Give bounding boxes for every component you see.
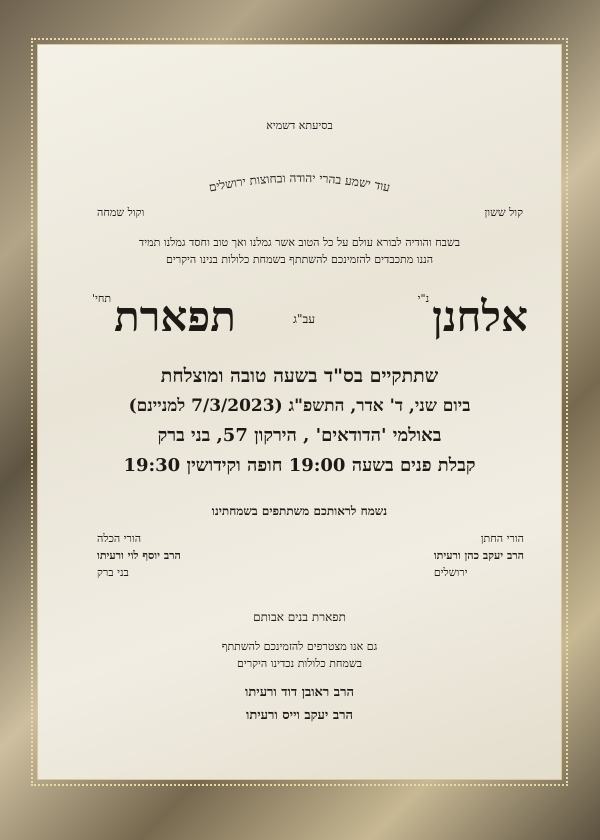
event-line-4: קבלת פנים בשעה 19:00 חופה וקידושין 19:30 xyxy=(123,455,476,476)
groom-parents-city: ירושלים xyxy=(433,566,468,579)
bride-suffix: תחי' xyxy=(92,292,112,305)
groom-parents xyxy=(434,530,524,581)
join-line-1: גם אנו מצטרפים להזמינכם להשתתף xyxy=(221,640,378,653)
groom-name xyxy=(418,292,528,342)
event-line-1: שתתקיים בס"ד בשעה טובה ומוצלחת xyxy=(160,365,439,387)
ampersand-label: עב"ג xyxy=(293,312,316,326)
happy-to-see-you: נשמח לראותכם משתתפים בשמחתינו xyxy=(211,504,388,518)
groom-parents-title: הורי החתן xyxy=(480,532,524,545)
bride-parents-city: בני ברק xyxy=(97,566,129,579)
invitation-card xyxy=(37,44,562,780)
tiferet-banim: תפארת בנים אבותם xyxy=(253,610,346,624)
od-yishama-text: עוד ישמע בהרי יהודה ובחוצות ירושלים xyxy=(207,170,392,195)
bride-first-name: תפארת xyxy=(114,292,236,341)
grandparents-1: הרב ראובן דוד ורעיתו xyxy=(245,685,354,700)
shevach-line-1: בשבח והודיה לבורא עולם על כל הטוב אשר גמלנו ואך טוב וחסד גמלנו תמיד xyxy=(138,236,461,249)
shevach-line-2: הננו מתכבדים להזמינכם להשתתף בשמחת כלולות בנינו היקרים xyxy=(165,253,434,266)
event-line-2: ביום שני, ד' אדר, התשפ"ג (7/3/2023 למניינם) xyxy=(128,396,471,416)
kol-sason: קול ששון xyxy=(484,206,523,219)
groom-parents-names: הרב יעקב כהן ורעיתו xyxy=(433,549,524,562)
svg-text:עוד ישמע בהרי יהודה ובחוצות יר xyxy=(208,171,392,195)
bride-parents-title: הורי הכלה xyxy=(97,532,142,545)
besiyata-dishmaya: בסיעתא דשמיא xyxy=(266,119,333,132)
bride-name xyxy=(92,292,236,342)
groom-suffix: נ"י xyxy=(417,292,430,305)
kol-simcha: וקול שמחה xyxy=(97,206,145,219)
bride-parents xyxy=(97,530,181,581)
groom-first-name: אלחנן xyxy=(432,292,528,341)
event-line-3: באולמי 'הדודאים' , הירקון 57, בני ברק xyxy=(157,425,442,446)
join-line-2: בשמחת כלולות נכדינו היקרים xyxy=(236,657,363,670)
bride-parents-names: הרב יוסף לוי ורעיתו xyxy=(97,549,181,562)
od-yishama-arc xyxy=(127,152,472,222)
grandparents-2: הרב יעקב וייס ורעיתו xyxy=(246,708,353,723)
